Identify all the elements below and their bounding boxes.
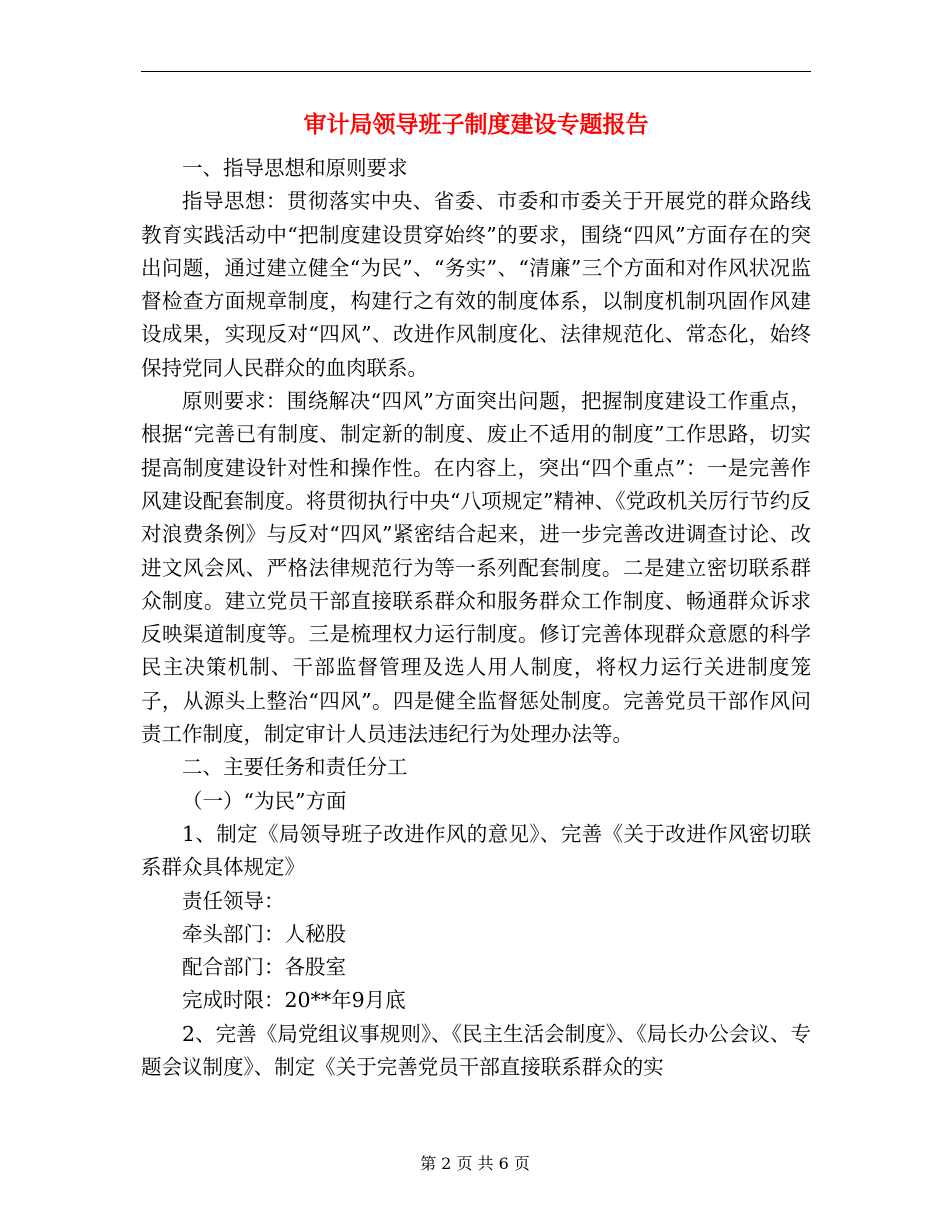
paragraph-guiding-ideology: 指导思想：贯彻落实中央、省委、市委和市委关于开展党的群众路线教育实践活动中“把制度建设贯穿始终”的要求，围绕“四风”方面存在的突出问题，通过建立健全“为民”、“务实”、“清廉”三个方面和对作风状况监督检查方面规章制度，构建行之有效的制度体系，以制度机制巩固作风建设成果，实现反对“四风”、改进作风制度化、法律规范化、常态化，始终保持党同人民群众的血肉联系。 bbox=[141, 189, 811, 380]
section-heading-guiding-principles: 一、指导思想和原则要求 bbox=[182, 156, 408, 180]
page-number-footer: 第 2 页 共 6 页 bbox=[420, 1154, 530, 1173]
section-heading-main-tasks: 二、主要任务和责任分工 bbox=[182, 755, 408, 780]
responsible-leader: 责任领导： bbox=[182, 888, 285, 913]
document-title: 审计局领导班子制度建设专题报告 bbox=[303, 111, 649, 138]
task-item-2: 2、完善《局党组议事规则》、《民主生活会制度》、《局长办公会议、专题会议制度》、制定《关于完善党员干部直接联系群众的实 bbox=[141, 1021, 811, 1080]
deadline: 完成时限：20**年9月底 bbox=[182, 988, 406, 1013]
header-rule bbox=[141, 71, 811, 72]
lead-department: 牵头部门：人秘股 bbox=[182, 921, 346, 946]
document-body bbox=[141, 152, 811, 1084]
paragraph-principle-requirements: 原则要求：围绕解决“四风”方面突出问题，把握制度建设工作重点，根据“完善已有制度、制定新的制度、废止不适用的制度”工作思路，切实提高制度建设针对性和操作性。在内容上，突出“四个重点”：一是完善作风建设配套制度。将贯彻执行中央“八项规定”精神、《党政机关厉行节约反对浪费条例》与反对“四风”紧密结合起来，进一步完善改进调查讨论、改进文风会风、严格法律规范行为等一系列配套制度。二是建立密切联系群众制度。建立党员干部直接联系群众和服务群众工作制度、畅通群众诉求反映渠道制度等。三是梳理权力运行制度。修订完善体现群众意愿的科学民主决策机制、干部监督管理及选人用人制度，将权力运行关进制度笼子，从源头上整治“四风”。四是健全监督惩处制度。完善党员干部作风问责工作制度，制定审计人员违法违纪行为处理办法等。 bbox=[141, 389, 811, 747]
task-item-1: 1、制定《局领导班子改进作风的意见》、完善《关于改进作风密切联系群众具体规定》 bbox=[141, 821, 811, 880]
subsection-heading-for-the-people: （一）“为民”方面 bbox=[182, 788, 347, 813]
cooperating-departments: 配合部门：各股室 bbox=[182, 955, 346, 980]
